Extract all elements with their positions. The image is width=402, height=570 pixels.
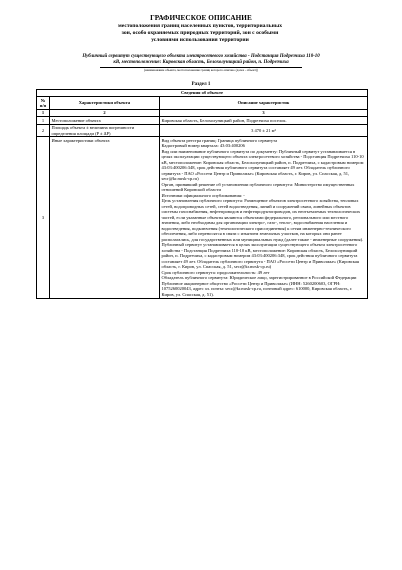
row-number: 3 [37,137,50,298]
section-title: Раздел 1 [191,82,211,87]
object-info-table [36,89,368,299]
row-description: Кировская область, Белохолуницкий район, Подрезчиха поселок. [160,117,368,124]
row-number: 2 [37,124,50,137]
table-caption-row [37,90,368,97]
description-paragraph: Вид или наименование публичного сервитута по документу: Публичный сервитут устанавливается в целях эксплуатации существующего объекта электросетевого хозяйства - Подстанция Подрезчиха 110-10 кВ, местоположение: Кировская область, Белохолуницкий район, п. Подрезчиха, с кадастровым номером 43:03:400206:348, срок действия публичного сервитута составляет 49 лет. Обладатель публичного сервитута - ПАО «Россети Центр и Приволжье» (Кировская область, г. Киров, ул. Спасская, д. 51, secr@kr.mrsk-cp.ru) [161,148,364,182]
column-number-row [37,110,368,117]
table-row [37,124,368,137]
description-paragraph: Цель установления публичного сервитута: Размещение объектов электросетевого хозяйства, тепловых сетей, водопроводных сетей, сетей водоотведения, линий и сооружений связи, линейных объектов системы газоснабжения, нефтепроводов и нефтепродуктопроводов, их неотъемлемых технологических частей, если указанные объекты являются объектами федерального, регионального или местного значения, либо необходимы для организации электро-, газо-, тепло-, водоснабжения населения и водоотведения, подключения (технологического присоединения) к сетям инженерно-технического обеспечения, либо переносятся в связи с изъятием земельных участков, на которых они ранее располагались, для государственных или муниципальных нужд (далее также - инженерные сооружения). Публичный сервитут устанавливается в целях эксплуатации существующего объекта электросетевого хозяйства - Подстанция Подрезчиха 110-10 кВ, местоположение: Кировская область, Белохолуницкий район, п. Подрезчиха, с кадастровым номером 43:03:400206:348, срок действия публичного сервитута составляет 49 лет. Обладатель публичного сервитута - ПАО «Россети Центр и Приволжье» (Кировская область, г. Киров, ул. Спасская, д. 51, secr@kr.mrsk-cp.ru) [161,198,364,270]
col-header-characteristic: Характеристики объекта [50,97,160,110]
table-caption: Сведения об объекте [37,90,368,97]
col-number: 2 [50,110,160,117]
col-number: 1 [37,110,50,117]
object-caption: (наименование объекта, местоположение границ которого описано (далее - объект)) [143,68,258,72]
object-description-line: Публичный сервитут существующего объекта электросетевого хозяйства - Подстанция Подрезчиха 110-10 [82,54,320,59]
object-description [40,54,362,67]
description-paragraph: Орган, принявший решение об установлении публичного сервитута: Министерство имущественных отношений Кировской области [161,181,355,193]
description-paragraph: Срок публичного сервитута: продолжительность: 49 лет [161,269,270,275]
document-title: ГРАФИЧЕСКОЕ ОПИСАНИЕ [150,14,252,22]
subtitle-line: условиями использования территории [151,36,249,43]
row-characteristic: Площадь объекта ± величина погрешности определения площади (P ± ΔP) [50,124,160,137]
document-subtitle [80,23,320,43]
subtitle-line: местоположения границ населенных пунктов, территориальных [117,23,282,29]
row-description [160,137,368,298]
description-paragraph: Обладатель публичного сервитута: Юридическое лицо, зарегистрированное в Российской Федерации Публичное акционерное общество «Россети Центр и Приволжье» (ИНН: 5260200603, ОГРН: 1075260020043, адрес эл. почты: secr@kr.mrsk-cp.ru, почтовый адрес: 610000, Кировская область, г. Киров, ул. Спасская, д. 51). [161,275,357,297]
object-description-line: кВ, местоположение: Кировская область, Белохолуницкий район, п. Подрезчиха [113,60,289,66]
table-header-row [37,97,368,110]
subtitle-line: зон, особо охраняемых природных территорий, зон с особыми [121,29,279,36]
description-paragraph: Кадастровый номер квартала: 43:03:400206 [161,143,245,149]
col-header-number: № п/п [37,97,50,110]
col-number: 3 [160,110,368,117]
row-description: 3 470 ± 21 м² [160,124,368,137]
row-characteristic: Иные характеристики объекта [50,137,160,298]
row-number: 1 [37,117,50,124]
table-row [37,117,368,124]
col-header-description: Описание характеристик [160,97,368,110]
table-row [37,137,368,298]
row-characteristic: Местоположение объекта [50,117,160,124]
description-paragraph: Источники официального опубликования: - [161,192,245,198]
description-paragraph: Вид объекта реестра границ: Граница публичного сервитута [161,137,278,143]
